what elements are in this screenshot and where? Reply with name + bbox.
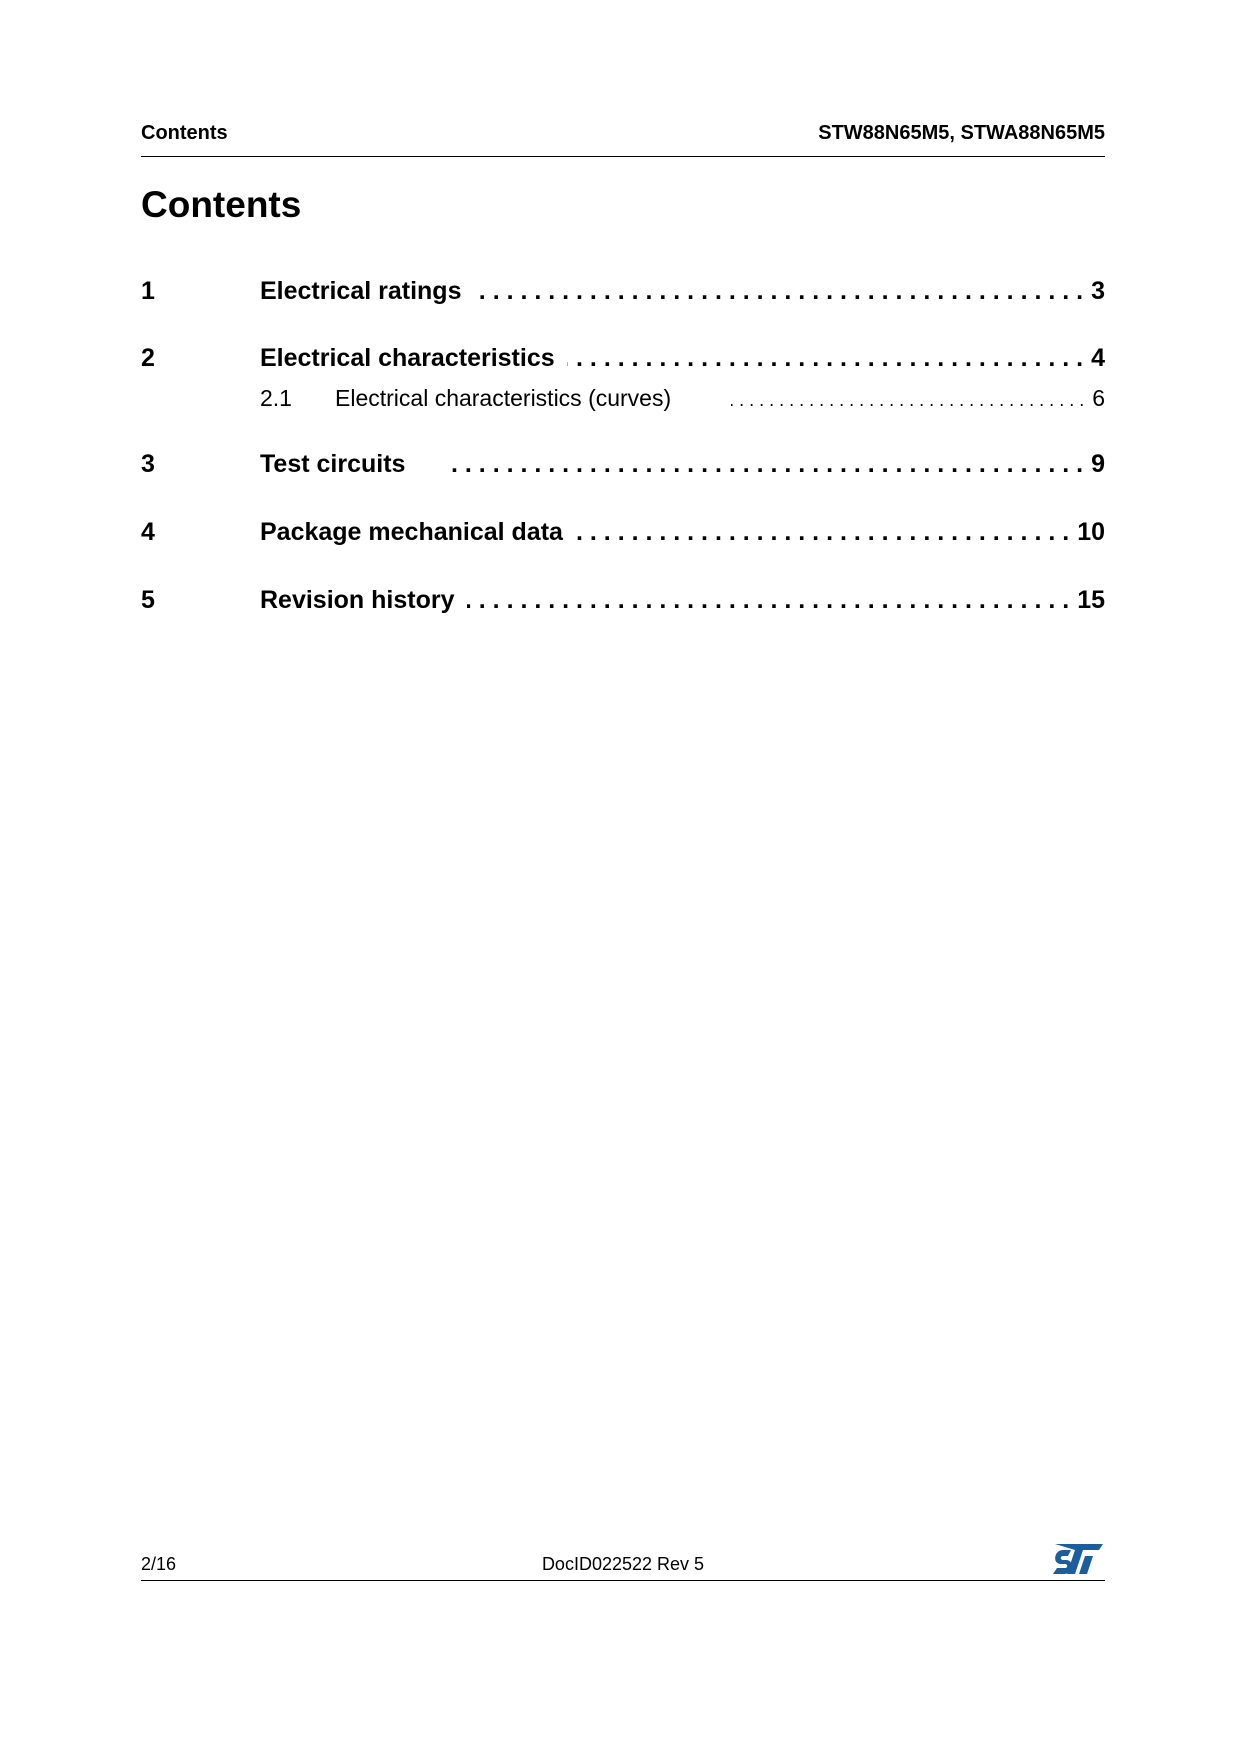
toc-entry-number: 4: [141, 518, 155, 546]
toc-entry-page: 10: [1077, 518, 1105, 546]
toc-entry-page: 9: [1091, 450, 1105, 478]
toc-entry-number: 2.1: [260, 385, 292, 411]
toc-entry-title: Electrical characteristics (curves): [335, 385, 672, 411]
page-header: [141, 120, 1105, 157]
toc-entry-2-1[interactable]: [141, 382, 1105, 414]
toc-entry-2[interactable]: [141, 341, 1105, 375]
toc-entry-number: 3: [141, 450, 155, 478]
toc-dot-leader: [731, 384, 1084, 416]
toc-dot-leader: [473, 274, 1083, 308]
toc-entry-title: Revision history: [260, 586, 455, 614]
page-title: Contents: [141, 184, 302, 225]
toc-entry-number: 5: [141, 586, 155, 614]
footer-page-number: 2/16: [141, 1554, 177, 1574]
toc-dot-leader: [575, 515, 1069, 549]
toc-entry-5[interactable]: [141, 583, 1105, 617]
toc-entry-4[interactable]: [141, 515, 1105, 549]
footer-doc-id: DocID022522 Rev 5: [541, 1554, 705, 1574]
header-product-label: STW88N65M5, STWA88N65M5: [818, 122, 1105, 144]
toc-dot-leader: [567, 341, 1083, 375]
toc-entry-number: 1: [141, 277, 155, 305]
toc-entry-page: 4: [1091, 344, 1105, 372]
toc-entry-title: Package mechanical data: [260, 518, 563, 546]
toc-entry-1[interactable]: [141, 274, 1105, 308]
toc-entry-number: 2: [141, 344, 155, 372]
toc-entry-title: Electrical characteristics: [260, 344, 555, 372]
st-logo-icon: [1049, 1542, 1105, 1576]
toc-entry-page: 15: [1077, 586, 1105, 614]
toc-dot-leader: [467, 583, 1070, 617]
toc-entry-title: Electrical ratings: [260, 277, 462, 305]
toc-entry-page: 3: [1091, 277, 1105, 305]
toc-entry-page: 6: [1092, 385, 1105, 411]
toc-dot-leader: [445, 447, 1083, 481]
toc-entry-3[interactable]: [141, 447, 1105, 481]
header-section-label: Contents: [141, 122, 228, 144]
toc-entry-title: Test circuits: [260, 450, 406, 478]
page-footer: [141, 1540, 1105, 1581]
